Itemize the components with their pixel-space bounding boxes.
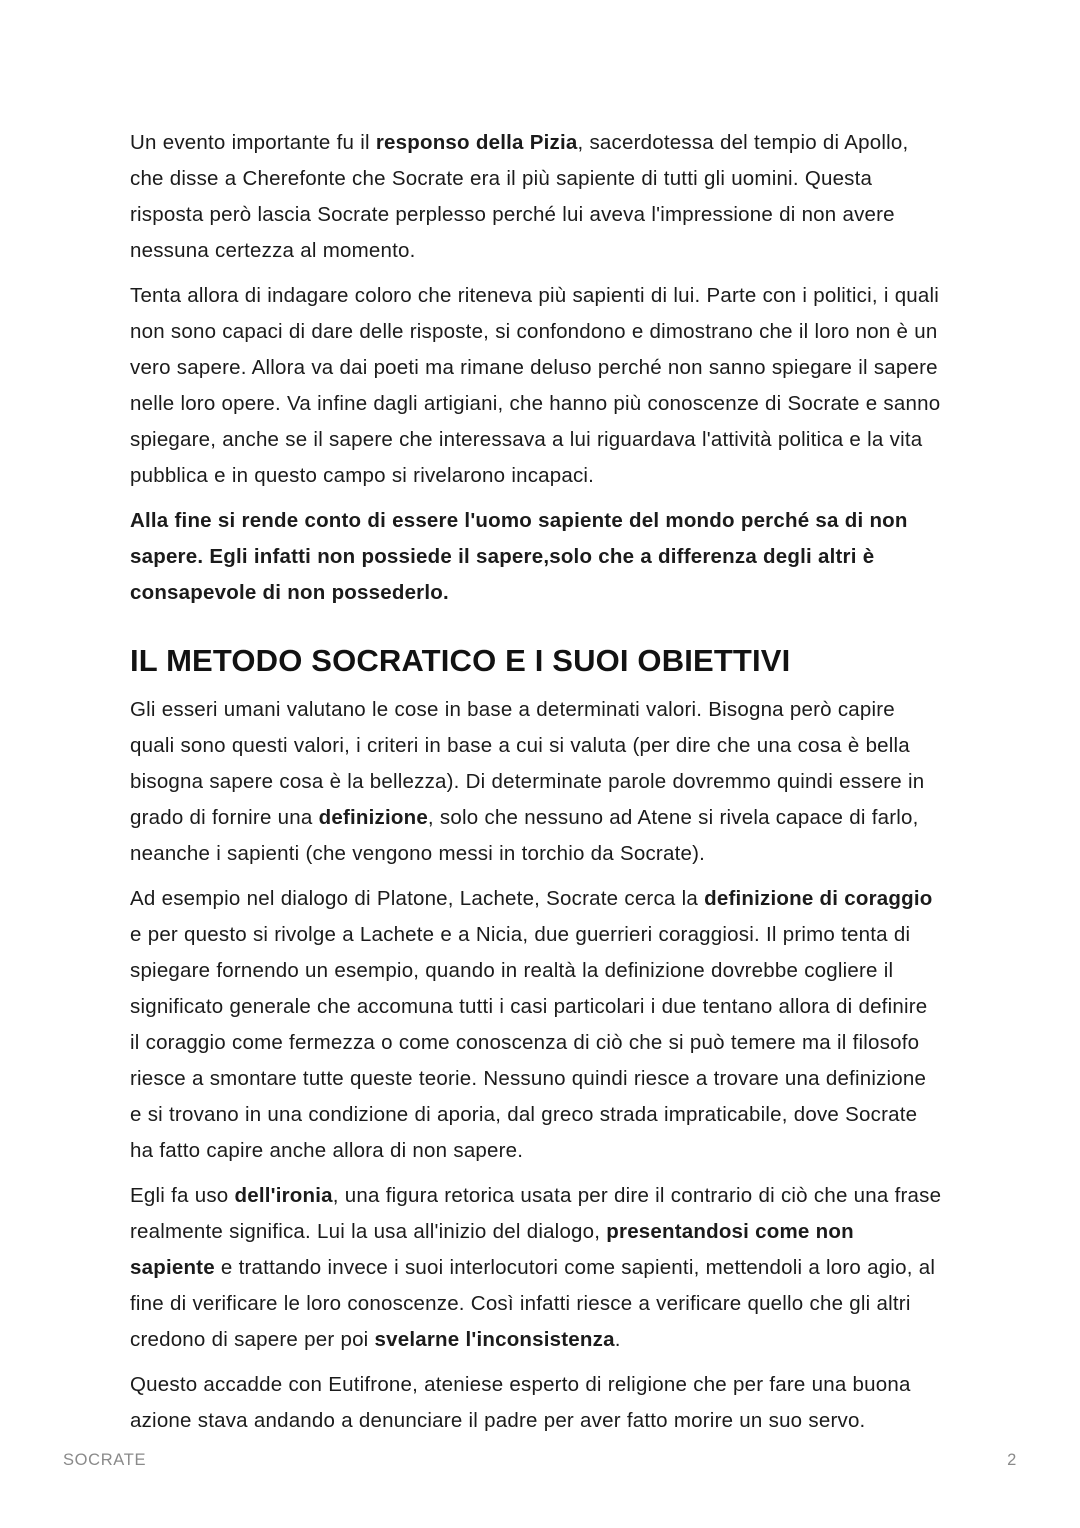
paragraph-eutifrone: Questo accadde con Eutifrone, ateniese esperto di religione che per fare una buona azione stava andando a denunciare il padre per aver fatto morire un suo servo. [130,1373,911,1432]
paragraph-ironia-text-3: e trattando invece i suoi interlocutori come sapienti, mettendoli a loro agio, al fine di verificare le loro conoscenze. Così infatti riesce a verificare quello che gli altri credono di sapere per poi [130,1256,936,1351]
paragraph-ironia [130,1178,942,1358]
paragraph-ironia-bold-1: dell'ironia [234,1184,333,1207]
paragraph-ironia-text-4: . [614,1328,621,1351]
paragraph-valori-text-2: , solo che nessuno ad Atene si rivela capace di farlo, neanche i sapienti (che vengono messi in torchio da Socrate). [130,806,919,865]
paragraph-valori-text-1: Gli esseri umani valutano le cose in base a determinati valori. Bisogna però capire quali sono questi valori, i criteri in base a cui si valuta (per dire che una cosa è bella bisogna sapere cosa è la bellezza). Di determinate parole dovremmo quindi essere in grado di fornire una [130,698,925,829]
page-footer [63,1447,1017,1473]
paragraph-lachete [130,881,942,1169]
paragraph-pizia [130,125,942,269]
paragraph-lachete-text-1: Ad esempio nel dialogo di Platone, Lachete, Socrate cerca la [130,887,705,910]
paragraph-conclusione-bold: Alla fine si rende conto di essere l'uomo sapiente del mondo perché sa di non sapere. Egli infatti non possiede il sapere,solo che a differenza degli altri è consapevole di non possederlo. [130,509,908,604]
section-heading-metodo-socratico: IL METODO SOCRATICO E I SUOI OBIETTIVI [130,643,791,678]
paragraph-lachete-bold-1: definizione di coraggio [704,887,933,910]
paragraph-valori [130,692,942,872]
footer-page-number: 2 [1007,1451,1017,1469]
paragraph-indagine: Tenta allora di indagare coloro che riteneva più sapienti di lui. Parte con i politici, i quali non sono capaci di dare delle risposte, si confondono e dimostrano che il loro non è un vero sapere. Allora va dai poeti ma rimane deluso perché non sanno spiegare il sapere nelle loro opere. Va infine dagli artigiani, che hanno più conoscenze di Socrate e sanno spiegare, anche se il sapere che interessava a lui riguardava l'attività politica e la vita pubblica e in questo campo si rivelarono incapaci. [130,284,941,487]
paragraph-pizia-bold-1: responso della Pizia [375,131,578,154]
document-body [130,125,942,1448]
paragraph-pizia-text-1: Un evento importante fu il [130,131,376,154]
paragraph-ironia-bold-2: presentandosi come non sapiente [130,1220,854,1279]
footer-document-title: SOCRATE [63,1451,147,1469]
paragraph-ironia-bold-3: svelarne l'inconsistenza [374,1328,615,1351]
paragraph-lachete-text-2: e per questo si rivolge a Lachete e a Nicia, due guerrieri coraggiosi. Il primo tenta di spiegare fornendo un esempio, quando in realtà la definizione dovrebbe cogliere il significato generale che accomuna tutti i casi particolari i due tentano allora di definire il coraggio come fermezza o come conoscenza di ciò che si può temere ma il filosofo riesce a smontare tutte queste teorie. Nessuno quindi riesce a trovare una definizione e si trovano in una condizione di aporia, dal greco strada impraticabile, dove Socrate ha fatto capire anche allora di non sapere. [130,923,928,1162]
paragraph-ironia-text-2: , una figura retorica usata per dire il contrario di ciò che una frase realmente significa. Lui la usa all'inizio del dialogo, [130,1184,942,1243]
paragraph-pizia-text-2: , sacerdotessa del tempio di Apollo, che disse a Cherefonte che Socrate era il più sapiente di tutti gli uomini. Questa risposta però lascia Socrate perplesso perché lui aveva l'impressione di non avere nessuna certezza al momento. [130,131,909,262]
paragraph-ironia-text-1: Egli fa uso [130,1184,235,1207]
paragraph-valori-bold-1: definizione [318,806,428,829]
